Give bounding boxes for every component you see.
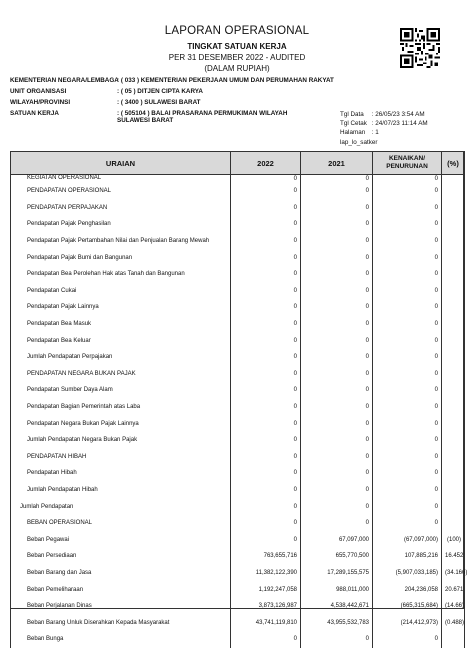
value-change: 0 — [373, 175, 442, 184]
value-2022: 0 — [231, 432, 301, 449]
row-label: Pendapatan Cukai — [11, 283, 231, 300]
value-2021: 0 — [301, 631, 373, 648]
meta-key: UNIT ORGANISASI — [10, 88, 67, 95]
value-change: 0 — [373, 216, 442, 233]
value-2021: 43,955,532,783 — [301, 614, 373, 631]
value-2021: 4,538,442,671 — [301, 598, 373, 615]
value-change: 0 — [373, 366, 442, 383]
row-label: Pendapatan Bea Keluar — [11, 332, 231, 349]
value-percent — [442, 266, 465, 283]
value-percent — [442, 249, 465, 266]
value-2022: 0 — [231, 631, 301, 648]
value-2022: 0 — [231, 332, 301, 349]
table-row — [11, 249, 465, 266]
table-row — [11, 183, 465, 200]
value-2021: 0 — [301, 332, 373, 349]
value-change: 204,236,058 — [373, 581, 442, 598]
col-header-change: KENAIKAN/ PENURUNAN — [373, 152, 442, 175]
value-2022: 0 — [231, 183, 301, 200]
meta-value: : ( 505104 ) BALAI PRASARANA PERMUKIMAN WILAYAH SULAWESI BARAT — [117, 110, 288, 124]
value-percent — [442, 316, 465, 333]
value-percent — [442, 283, 465, 300]
value-2022: 0 — [231, 465, 301, 482]
value-percent: (0.488) — [442, 614, 465, 631]
value-percent — [442, 449, 465, 466]
value-change: 0 — [373, 498, 442, 515]
value-change: 0 — [373, 449, 442, 466]
print-halaman: Halaman : 1 — [340, 129, 379, 136]
value-2022: 0 — [231, 382, 301, 399]
operational-report-table — [10, 151, 468, 648]
value-change: 0 — [373, 183, 442, 200]
value-2021: 0 — [301, 415, 373, 432]
value-2022: 0 — [231, 200, 301, 217]
value-percent — [442, 432, 465, 449]
row-label: Pendapatan Bagian Pemerintah atas Laba — [11, 399, 231, 416]
value-percent — [442, 415, 465, 432]
value-2021: 0 — [301, 515, 373, 532]
table-row — [11, 316, 465, 333]
value-2022: 0 — [231, 399, 301, 416]
value-2022: 0 — [231, 482, 301, 499]
table-row — [11, 482, 465, 499]
value-2021: 0 — [301, 175, 373, 184]
row-label: Pendapatan Pajak Penghasilan — [11, 216, 231, 233]
table-row — [11, 216, 465, 233]
value-change: 107,885,216 — [373, 548, 442, 565]
table-row — [11, 349, 465, 366]
row-label: PENDAPATAN PERPAJAKAN — [11, 200, 231, 217]
row-label: Pendapatan Pajak Pertambahan Nilai dan Penjualan Barang Mewah — [11, 233, 231, 250]
value-percent — [442, 332, 465, 349]
value-change: 0 — [373, 249, 442, 266]
report-title: LAPORAN OPERASIONAL — [164, 25, 310, 37]
value-2022: 0 — [231, 515, 301, 532]
row-label: Pendapatan Bea Perolehan Hak atas Tanah dan Bangunan — [11, 266, 231, 283]
row-label: Beban Bunga — [11, 631, 231, 648]
table-row — [11, 498, 465, 515]
value-2021: 988,011,000 — [301, 581, 373, 598]
table-row — [11, 548, 465, 565]
table-row — [11, 283, 465, 300]
value-percent — [442, 349, 465, 366]
col-header-uraian: URAIAN — [11, 152, 231, 175]
value-2022: 3,873,126,987 — [231, 598, 301, 615]
value-2021: 0 — [301, 449, 373, 466]
value-percent — [442, 482, 465, 499]
table-row — [11, 565, 465, 582]
table-row — [11, 581, 465, 598]
row-label: Beban Persediaan — [11, 548, 231, 565]
col-header-2022: 2022 — [231, 152, 301, 175]
table-row — [11, 200, 465, 217]
value-2022: 763,655,716 — [231, 548, 301, 565]
value-2022: 0 — [231, 175, 301, 184]
value-change: (5,907,033,185) — [373, 565, 442, 582]
value-change: 0 — [373, 200, 442, 217]
value-percent — [442, 399, 465, 416]
table-row — [11, 515, 465, 532]
print-report-code: lap_lo_satker — [340, 139, 378, 146]
value-2021: 0 — [301, 299, 373, 316]
value-2022: 43,741,119,810 — [231, 614, 301, 631]
meta-key: SATUAN KERJA — [10, 110, 59, 117]
value-change: 0 — [373, 299, 442, 316]
row-label: Pendapatan Bea Masuk — [11, 316, 231, 333]
value-2022: 11,382,122,390 — [231, 565, 301, 582]
value-2021: 67,097,000 — [301, 531, 373, 548]
value-change: 0 — [373, 515, 442, 532]
row-label: Beban Pemeliharaan — [11, 581, 231, 598]
value-2021: 655,770,500 — [301, 548, 373, 565]
value-change: 0 — [373, 415, 442, 432]
row-label: BEBAN OPERASIONAL — [11, 515, 231, 532]
value-percent — [442, 382, 465, 399]
value-percent — [442, 631, 465, 648]
value-change: 0 — [373, 631, 442, 648]
value-percent — [442, 233, 465, 250]
value-change: 0 — [373, 283, 442, 300]
value-2021: 17,289,155,575 — [301, 565, 373, 582]
value-2022: 0 — [231, 498, 301, 515]
value-percent: 16.452 — [442, 548, 465, 565]
value-percent: (14.66) — [442, 598, 465, 615]
value-percent — [442, 299, 465, 316]
value-2021: 0 — [301, 399, 373, 416]
value-percent — [442, 498, 465, 515]
value-change: 0 — [373, 432, 442, 449]
value-2022: 0 — [231, 349, 301, 366]
row-label: Beban Barang Unluk Diserahkan Kepada Masyarakat — [11, 614, 231, 631]
value-percent: (34.166) — [442, 565, 465, 582]
value-change: (214,412,973) — [373, 614, 442, 631]
table-row — [11, 465, 465, 482]
value-change: 0 — [373, 349, 442, 366]
qr-code-icon — [400, 28, 440, 68]
value-2021: 0 — [301, 183, 373, 200]
value-change: (665,315,684) — [373, 598, 442, 615]
value-2022: 0 — [231, 299, 301, 316]
row-label: PENDAPATAN HIBAH — [11, 449, 231, 466]
value-percent: 20.671 — [442, 581, 465, 598]
table-row — [11, 631, 465, 648]
value-change: 0 — [373, 482, 442, 499]
row-label: Pendapatan Pajak Lainnya — [11, 299, 231, 316]
value-percent — [442, 465, 465, 482]
table-row — [11, 415, 465, 432]
value-2021: 0 — [301, 432, 373, 449]
value-2022: 0 — [231, 283, 301, 300]
value-2022: 0 — [231, 366, 301, 383]
value-change: 0 — [373, 316, 442, 333]
row-label: Beban Pegawai — [11, 531, 231, 548]
row-label: Jumlah Pendapatan Negara Bukan Pajak — [11, 432, 231, 449]
row-label: Pendapatan Pajak Bumi dan Bangunan — [11, 249, 231, 266]
row-label: PENDAPATAN NEGARA BUKAN PAJAK — [11, 366, 231, 383]
value-2022: 0 — [231, 249, 301, 266]
row-label: PENDAPATAN OPERASIONAL — [11, 183, 231, 200]
value-percent — [442, 366, 465, 383]
value-percent: (100) — [442, 531, 465, 548]
table-row — [11, 175, 465, 184]
report-subtitle: TINGKAT SATUAN KERJA — [187, 42, 287, 51]
table-row — [11, 299, 465, 316]
table-row — [11, 266, 465, 283]
value-2022: 0 — [231, 316, 301, 333]
value-2022: 0 — [231, 266, 301, 283]
table-body — [11, 175, 468, 648]
print-tgl-data: Tgl Data : 26/05/23 3:54 AM — [340, 111, 425, 118]
row-label: Jumlah Pendapatan Perpajakan — [11, 349, 231, 366]
row-label: Pendapatan Hibah — [11, 465, 231, 482]
value-2022: 0 — [231, 216, 301, 233]
value-percent — [442, 183, 465, 200]
value-2021: 0 — [301, 382, 373, 399]
print-tgl-cetak: Tgl Cetak : 24/07/23 11:14 AM — [340, 120, 428, 127]
value-percent — [442, 200, 465, 217]
value-percent — [442, 515, 465, 532]
value-change: 0 — [373, 332, 442, 349]
meta-key: WILAYAH/PROVINSI — [10, 99, 71, 106]
table-row — [11, 449, 465, 466]
row-label: Pendapatan Sumber Daya Alam — [11, 382, 231, 399]
value-2021: 0 — [301, 283, 373, 300]
meta-value: : ( 05 ) DITJEN CIPTA KARYA — [117, 88, 203, 95]
value-percent — [442, 216, 465, 233]
value-2022: 0 — [231, 233, 301, 250]
value-2021: 0 — [301, 366, 373, 383]
meta-key: KEMENTERIAN NEGARA/LEMBAGA — [10, 77, 119, 84]
value-change: (67,097,000) — [373, 531, 442, 548]
table-row — [11, 531, 465, 548]
table-row — [11, 233, 465, 250]
value-2021: 0 — [301, 216, 373, 233]
table-header-row — [11, 152, 465, 175]
value-change: 0 — [373, 399, 442, 416]
col-header-2021: 2021 — [301, 152, 373, 175]
value-2022: 0 — [231, 531, 301, 548]
value-change: 0 — [373, 465, 442, 482]
table-row — [11, 332, 465, 349]
row-label: Beban Barang dan Jasa — [11, 565, 231, 582]
value-percent — [442, 175, 465, 184]
row-label: Jumlah Pendapatan — [11, 498, 231, 515]
value-2022: 1,192,247,058 — [231, 581, 301, 598]
row-label: KEGIATAN OPERASIONAL — [11, 175, 231, 184]
row-label: Pendapatan Negara Bukan Pajak Lainnya — [11, 415, 231, 432]
row-label: Jumlah Pendapatan Hibah — [11, 482, 231, 499]
table-row — [11, 382, 465, 399]
value-2021: 0 — [301, 200, 373, 217]
value-2021: 0 — [301, 249, 373, 266]
col-header-percent: (%) — [442, 152, 465, 175]
value-2021: 0 — [301, 465, 373, 482]
value-2021: 0 — [301, 482, 373, 499]
row-label: Beban Perjalanan Dinas — [11, 598, 231, 615]
value-2021: 0 — [301, 233, 373, 250]
table-row — [11, 614, 465, 631]
value-change: 0 — [373, 233, 442, 250]
value-2021: 0 — [301, 266, 373, 283]
value-2021: 0 — [301, 349, 373, 366]
value-2022: 0 — [231, 449, 301, 466]
report-currency: (DALAM RUPIAH) — [204, 64, 270, 73]
value-2021: 0 — [301, 316, 373, 333]
table-row — [11, 399, 465, 416]
meta-value: : ( 3400 ) SULAWESI BARAT — [117, 99, 201, 106]
report-period: PER 31 DESEMBER 2022 - AUDITED — [168, 53, 306, 62]
value-2022: 0 — [231, 415, 301, 432]
table-row — [11, 598, 465, 615]
value-2021: 0 — [301, 498, 373, 515]
meta-value: : ( 033 ) KEMENTERIAN PEKERJAAN UMUM DAN PERUMAHAN RAKYAT — [117, 77, 334, 84]
value-change: 0 — [373, 382, 442, 399]
table-row — [11, 432, 465, 449]
value-change: 0 — [373, 266, 442, 283]
table-row — [11, 366, 465, 383]
